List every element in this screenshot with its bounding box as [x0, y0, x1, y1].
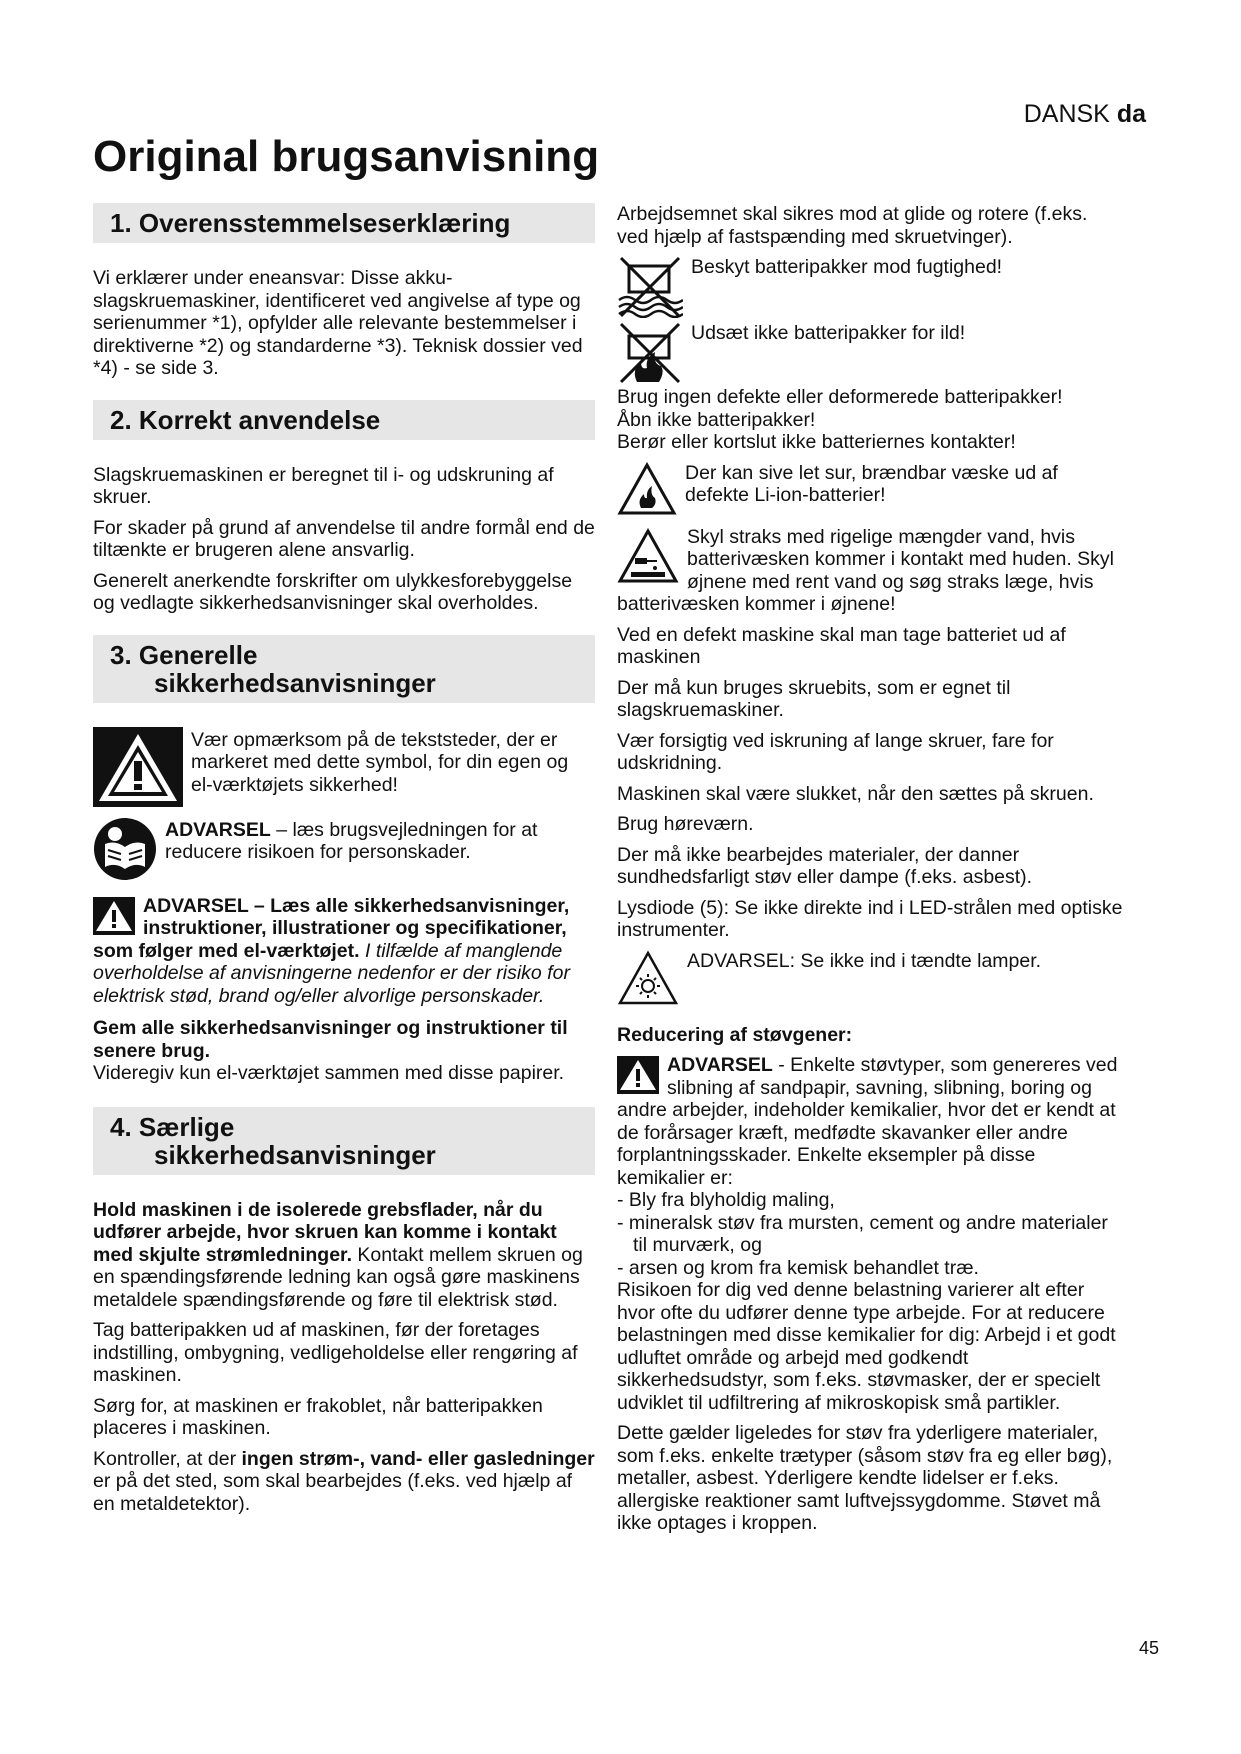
- language-code: da: [1116, 100, 1146, 128]
- read-all-italic: I tilfælde af manglende overholdelse af anvisningerne nedenfor er der risiko for elektrisk stød, brand og/eller alvorlige personskader.: [93, 939, 570, 1007]
- no-moisture-icon: [617, 256, 683, 318]
- chemicals-list: [617, 1189, 1123, 1279]
- insulated-grip-rest: Kontakt mellem skruen og en spændingsførende ledning kan også gøre maskinens metaldele spændingsførende og føre til elektrisk stød.: [93, 1243, 583, 1311]
- check-lines-b: er på det sted, som skal bearbejdes (f.eks. ved hjælp af en metaldetektor).: [93, 1470, 573, 1515]
- defective-batteries-line3: Berør eller kortslut ikke batteriernes kontakter!: [617, 431, 1016, 453]
- workpiece-text: Arbejdsemnet skal sikres mod at glide og rotere (f.eks. ved hjælp af fastspænding med skruetvinger).: [617, 203, 1088, 248]
- defective-batteries-line1: Brug ingen defekte eller deformerede batteripakker!: [617, 386, 1063, 408]
- section-heading-4: [93, 1107, 595, 1175]
- keep-instructions: [93, 1017, 595, 1085]
- hazardous-materials-text: Der må ikke bearbejdes materialer, der danner sundhedsfarligt støv eller dampe (f.eks. asbest).: [617, 843, 1033, 888]
- language-name: DANSK: [1023, 100, 1110, 128]
- warning-triangle-icon: [617, 1056, 659, 1094]
- remove-battery-text: Tag batteripakken ud af maskinen, før der foretages indstilling, ombygning, vedligeholdelse eller rengøring af maskinen.: [93, 1319, 578, 1386]
- long-screws-text: Vær forsigtig ved iskruning af lange skruer, fare for udskridning.: [617, 729, 1054, 774]
- left-column: [93, 203, 595, 1523]
- general-warning-text: Vær opmærksom på de tekststeder, der er markeret med dette symbol, for din egen og el-værktøjets sikkerhed!: [191, 728, 569, 796]
- read-manual-text: [165, 817, 595, 864]
- leak-row: [617, 462, 1123, 516]
- regulations-text: Generelt anerkendte forskrifter om ulykkesforebyggelse og vedlagte sikkerhedsanvisninger skal overholdes.: [93, 569, 573, 614]
- leak-text: Der kan sive let sur, brændbar væske ud af defekte Li-ion-batterier!: [685, 461, 1058, 506]
- fire-text: Udsæt ikke batteripakker for ild!: [691, 322, 966, 344]
- declaration-text: Vi erklærer under eneansvar: Disse akku-slagskruemaskiner, identificeret ved angivelse af type og serienummer *1), opfylder alle relevante bestemmelser i direktiverne *2) og standarderne *3). Teknisk dossier ved *4) - se side 3.: [93, 267, 583, 379]
- check-lines-text: [93, 1448, 595, 1516]
- keep-instructions-bold: Gem alle sikkerhedsanvisninger og instruktioner til senere brug.: [93, 1017, 568, 1062]
- read-all-bold: ADVARSEL – Læs alle sikkerhedsanvisninger, instruktioner, illustrationer og specifikationer, som følger med el-værktøjet.: [93, 894, 570, 962]
- section-heading-1: 1. Overensstemmelseserklæring: [93, 203, 595, 243]
- moisture-row: [617, 256, 1123, 318]
- led-text: Lysdiode (5): Se ikke direkte ind i LED-strålen med optiske instrumenter.: [617, 896, 1123, 941]
- rinse-block: [617, 526, 1123, 616]
- warning-triangle-icon: [93, 897, 135, 935]
- general-warning-row: [93, 727, 595, 807]
- intended-use-text: Slagskruemaskinen er beregnet til i- og udskruning af skruer.: [93, 463, 554, 508]
- section-heading-3: [93, 635, 595, 703]
- no-fire-icon: [617, 322, 683, 384]
- fire-row: [617, 322, 1123, 384]
- other-dust-text: Dette gælder ligeledes for støv fra yderligere materialer, som f.eks. enkelte trætyper (såsom støv fra eg eller bøg), metaller, asbest. Yderligere kendte lidelser er f.eks. allergiske reaktioner samt luftvejssygdomme. Støvet må ikke optages i kroppen.: [617, 1422, 1113, 1534]
- flammable-warning-icon: [617, 462, 677, 516]
- moisture-text: Beskyt batteripakker mod fugtighed!: [691, 256, 1003, 278]
- lamp-row: [617, 950, 1123, 1006]
- hearing-protection-text: Brug høreværn.: [617, 813, 754, 835]
- keep-instructions-text: Videregiv kun el-værktøjet sammen med disse papirer.: [93, 1062, 565, 1084]
- page-number: 45: [1138, 1638, 1159, 1658]
- insulated-grip-bold: Hold maskinen i de isolerede grebsflader, når du udfører arbejde, hvor skruen kan komme i kontakt med skjulte strømledninger.: [93, 1198, 557, 1266]
- warning-triangle-icon: [93, 727, 183, 807]
- screw-bits-text: Der må kun bruges skruebits, som er egnet til slagskruemaskiner.: [617, 676, 1011, 721]
- section-heading-3-line2: sikkerhedsanvisninger: [154, 667, 436, 698]
- list-item: - Bly fra blyholdig maling,: [617, 1189, 835, 1211]
- dust-warning-block: [617, 1054, 1123, 1189]
- insulated-grip-text: [93, 1199, 595, 1312]
- read-manual-warning-label: ADVARSEL: [165, 818, 271, 841]
- section-heading-2: 2. Korrekt anvendelse: [93, 400, 595, 440]
- defective-batteries-text: [617, 386, 1123, 454]
- liability-text: For skader på grund af anvendelse til andre formål end de tiltænkte er brugeren alene ansvarlig.: [93, 516, 595, 561]
- corrosive-warning-icon: [617, 528, 679, 584]
- right-column: [617, 203, 1123, 1543]
- language-label: [1024, 100, 1146, 129]
- lamp-text: ADVARSEL: Se ikke ind i tændte lamper.: [687, 949, 1042, 972]
- rinse-text: Skyl straks med rigelige mængder vand, hvis batterivæsken kommer i kontakt med huden. Skyl øjnene med rent vand og søg straks læge, hvis batterivæsken kommer i øjnene!: [617, 525, 1115, 615]
- dust-warning-label: ADVARSEL: [667, 1054, 773, 1076]
- defect-machine-text: Ved en defekt maskine skal man tage batteriet ud af maskinen: [617, 623, 1066, 668]
- list-item: - mineralsk støv fra mursten, cement og andre materialer til murværk, og: [617, 1211, 1108, 1256]
- switched-off-text: Sørg for, at maskinen er frakoblet, når batteripakken placeres i maskinen.: [93, 1394, 543, 1439]
- section-heading-4-line1: 4. Særlige: [110, 1111, 235, 1142]
- machine-off-text: Maskinen skal være slukket, når den sættes på skruen.: [617, 782, 1094, 805]
- page-title: Original brugsanvisning: [93, 132, 600, 181]
- defective-batteries-line2: Åbn ikke batteripakker!: [617, 408, 816, 431]
- lamp-warning-icon: [617, 950, 679, 1006]
- read-all-block: [93, 895, 595, 1008]
- section-heading-3-line1: 3. Generelle: [110, 639, 258, 670]
- risk-text: Risikoen for dig ved denne belastning varierer alt efter hvor ofte du udfører denne type arbejde. For at reducere belastningen med disse kemikalier for dig: Arbejd i et godt udluftet område og arbejd med godkendt sikkerhedsudstyr, som f.eks. støvmasker, der er specielt udviklet til udfiltrering af mikroskopisk små partikler.: [617, 1279, 1116, 1414]
- read-manual-icon: [93, 817, 157, 881]
- check-lines-a: Kontroller, at der: [93, 1447, 242, 1470]
- check-lines-bold: ingen strøm-, vand- eller gasledninger: [241, 1447, 595, 1470]
- list-item: - arsen og krom fra kemisk behandlet træ.: [617, 1256, 979, 1279]
- section-heading-4-line2: sikkerhedsanvisninger: [154, 1139, 436, 1170]
- read-manual-warning-text: – læs brugsvejledningen for at reducere risikoen for personskader.: [165, 818, 538, 863]
- dust-warning-text: - Enkelte støvtyper, som genereres ved slibning af sandpapir, savning, slibning, boring og andre arbejder, indeholder kemikalier, hvor det er kendt at de forårsager kræft, medfødte skavanker eller andre forplantningsskader. Enkelte eksempler på disse kemikalier er:: [617, 1054, 1118, 1189]
- dust-heading: Reducering af støvgener:: [617, 1023, 853, 1046]
- read-manual-row: [93, 817, 595, 881]
